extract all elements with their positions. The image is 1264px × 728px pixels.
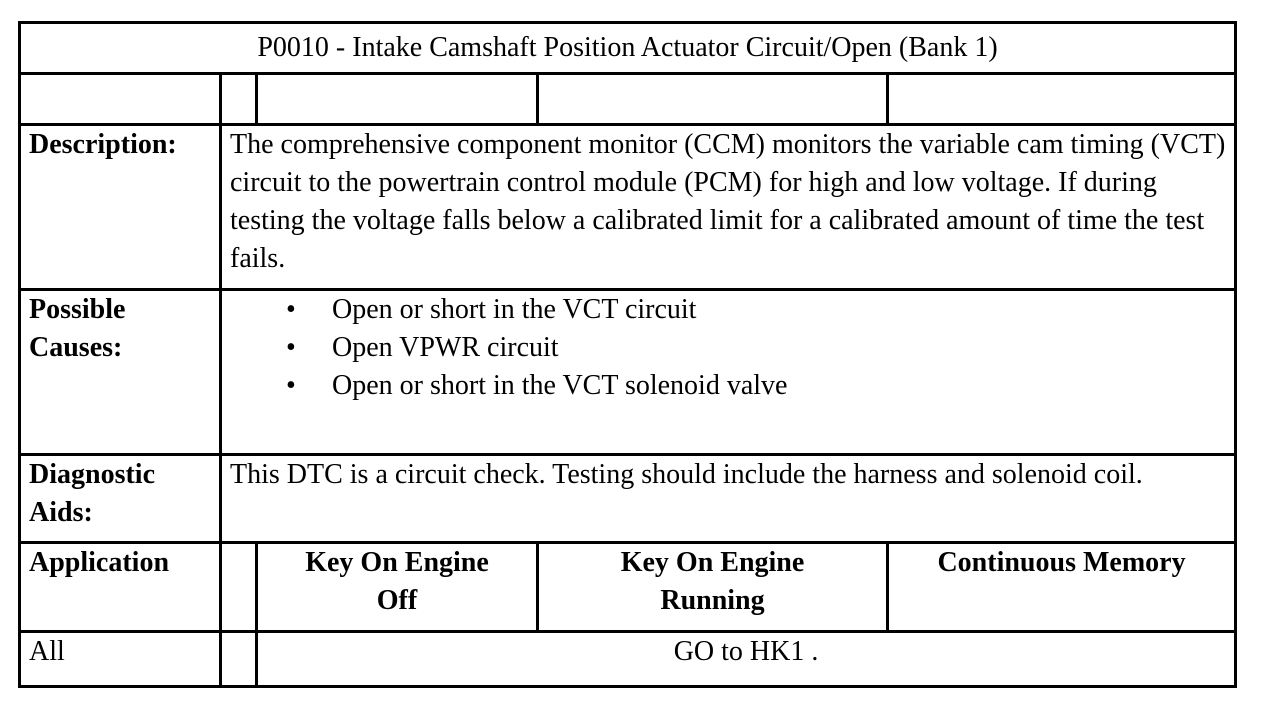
diagnostic-aids-label-line2: Aids: bbox=[29, 497, 93, 528]
list-item bbox=[286, 367, 1226, 405]
narrow-cell bbox=[221, 632, 257, 687]
list-item bbox=[286, 329, 1226, 367]
possible-causes-list bbox=[230, 291, 1226, 405]
table-row bbox=[20, 632, 1236, 687]
koer-header-line1: Key On Engine bbox=[620, 547, 805, 578]
diagnostic-aids-text: This DTC is a circuit check. Testing should include the harness and solenoid coil. bbox=[221, 455, 1236, 543]
possible-causes-label-line2: Causes: bbox=[29, 332, 123, 363]
diagnostic-aids-label-line1: Diagnostic bbox=[29, 459, 155, 490]
continuous-memory-header: Continuous Memory bbox=[888, 543, 1236, 632]
title-row bbox=[20, 23, 1236, 74]
description-label: Description: bbox=[20, 125, 221, 290]
application-header-label: Application bbox=[20, 543, 221, 632]
list-item bbox=[286, 291, 1226, 329]
bullet-icon: • bbox=[286, 294, 296, 325]
koeo-header bbox=[257, 543, 538, 632]
possible-causes-label bbox=[20, 290, 221, 455]
description-row bbox=[20, 125, 1236, 290]
bullet-icon: • bbox=[286, 370, 296, 401]
blank-cell bbox=[20, 74, 221, 125]
blank-cell bbox=[538, 74, 888, 125]
koer-header bbox=[538, 543, 888, 632]
application-value: All bbox=[20, 632, 221, 687]
possible-causes-row bbox=[20, 290, 1236, 455]
dtc-title: P0010 - Intake Camshaft Position Actuator Circuit/Open (Bank 1) bbox=[20, 23, 1236, 74]
cause-text: Open or short in the VCT solenoid valve bbox=[332, 370, 788, 401]
description-text: The comprehensive component monitor (CCM) monitors the variable cam timing (VCT) circuit to the powertrain control module (PCM) for high and low voltage. If during testing the voltage falls below a calibrated limit for a calibrated amount of time the test fails. bbox=[221, 125, 1236, 290]
possible-causes-label-line1: Possible bbox=[29, 294, 126, 325]
dtc-table bbox=[18, 21, 1237, 688]
blank-row bbox=[20, 74, 1236, 125]
blank-cell bbox=[257, 74, 538, 125]
go-to-action: GO to HK1 . bbox=[257, 632, 1236, 687]
koeo-header-line1: Key On Engine bbox=[305, 547, 489, 578]
blank-cell bbox=[221, 74, 257, 125]
bullet-icon: • bbox=[286, 332, 296, 363]
koeo-header-line2: Off bbox=[376, 585, 418, 616]
diagnostic-aids-row bbox=[20, 455, 1236, 543]
diagnostic-aids-label bbox=[20, 455, 221, 543]
blank-cell bbox=[888, 74, 1236, 125]
narrow-cell bbox=[221, 543, 257, 632]
koer-header-line2: Running bbox=[660, 585, 765, 616]
cause-text: Open VPWR circuit bbox=[332, 332, 559, 363]
possible-causes-list-cell bbox=[221, 290, 1236, 455]
cause-text: Open or short in the VCT circuit bbox=[332, 294, 697, 325]
application-header-row bbox=[20, 543, 1236, 632]
